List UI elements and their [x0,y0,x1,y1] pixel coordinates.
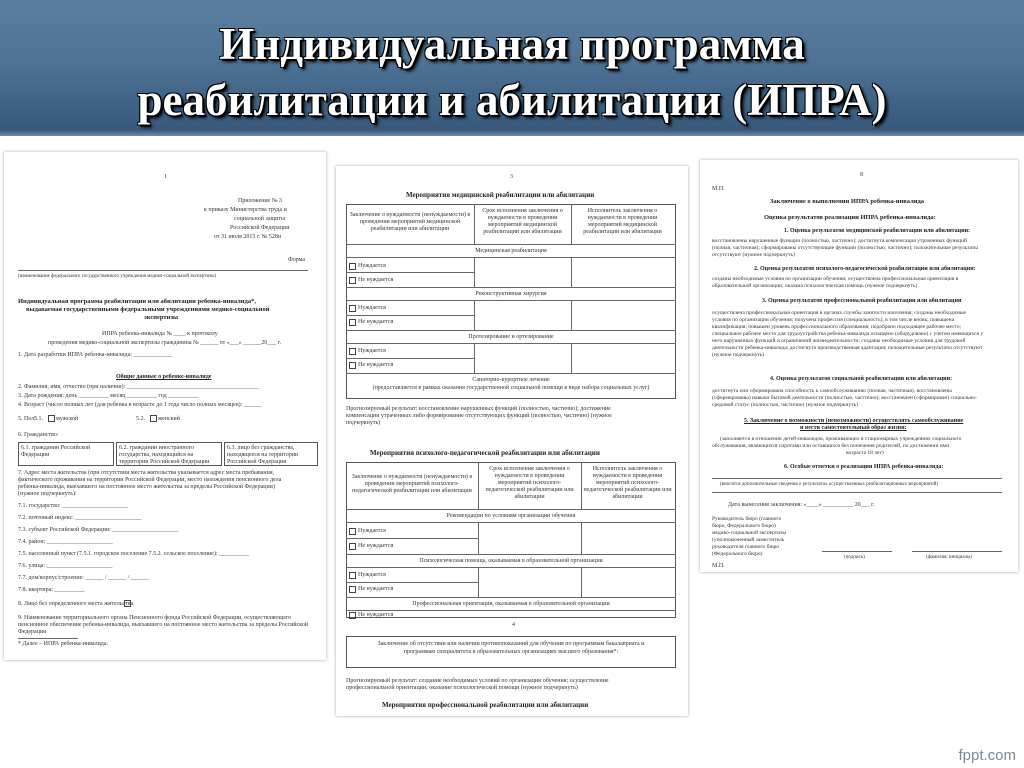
citizenship-option-1[interactable]: 6.1. гражданин Российской Федерации [18,442,114,466]
table-group-label: Рекомендации по условиям организации обучения [446,513,576,519]
section-medical-title: Мероприятия медицинской реабилитации или абилитации [406,191,595,199]
assessment-heading: 6. Особые отметки о реализации ИПРА ребенка-инвалида: [784,464,944,470]
table-group-label: Протезирование и ортезирование [468,334,554,340]
appendix-line: социальной защиты [234,216,285,222]
page-number: 1 [164,174,167,180]
slide-title-line-2: реабилитации и абилитации (ИПРА) [137,75,887,125]
conclusion-subtitle: Оценка результатов реализации ИПРА ребенка-инвалида: [764,214,936,221]
table-group-label: Санаторно-курортное лечение [472,377,550,383]
full-name-caption: (фамилия, инициалы) [926,555,973,560]
page-number: 8 [860,172,863,178]
gender-female-checkbox[interactable] [150,415,157,422]
assessment-heading: 5. Заключение о возможности (невозможности) осуществлять самообслуживание [744,418,964,424]
address-field: 7.3. субъект Российской Федерации: ______________________ [18,527,179,533]
address-field: 7.4. район: ______________________ [18,539,113,545]
no-need-checkbox[interactable] [349,277,356,284]
section-professional-title: Мероприятия профессиональной реабилитации или абилитации [382,701,589,709]
document-page-3: 8 М.П. Заключение о выполнении ИПРА ребенка-инвалида Оценка результатов реализации ИПРА ребенка-инвалида: 1. Оценка результатов медицинской реабилитации или абилитации: восстановлены нарушенные функции (полностью, частично); достигнута компенсация утраченных функций (полная, частичная); сформированы отсутствующие функции (полностью, частично); положительные результаты отсутствуют (нужное подчеркнуть) 2. Оценка результатов психолого-педагогической реабилитации или абилитации: созданы необходимые условия по организации обучения; осуществлена профессиональная ориентация в образовательной организации; оказана психологическая помощь (нужное подчеркнуть) 3. Оценка результатов профессиональной реабилитации или абилитации осуществлена профессиональная ориентация в органах службы занятости населения; созданы необходимые условия по организации обучения; получена профессия (специальность), в том числе вновь; повышена квалификация; повышен уровень профессионального образования; подобрано подходящее рабочее место; специальное рабочее место для трудоустройства ребенка-инвалида оснащено (оборудовано) с учетом имеющихся у него нарушенных функций и ограничений жизнедеятельности; созданы необходимые условия для трудовой деятельности ребенка-инвалида; достигнута производственная адаптация; положительные результаты отсутствуют (нужное подчеркнуть) 4. Оценка результатов социальной реабилитации или абилитации: достигнута или сформирована способность к самообслуживанию (полная, частичная), восстановлены (сформированы) навыки бытовой деятельности (полностью, частично); восстановлен (сформирован) социально- средовой статус (полностью, частично) (нужное подчеркнуть) 5. Заключение о возможности (невозможности) осуществлять самообслуживание и вести самостоятельный образ жизни: (заполняется в отношении детей-инвалидов, проживающих в стационарных учреждениях социального обслуживания, являющихся сиротами или оставшихся без попечения родителей, по достижении ими возраста 18 лет) 6. Особые отметки о реализации ИПРА ребенка-инвалида: (вносятся дополнительные сведения о результатах осуществленных реабилитационных мероприятий) Дата вынесения заключения: «____» __________ 20___ г. Руководитель бюро (главного бюро, Федерального бюро) медико-социальной экспертизы (уполномоченный заместитель руководителя главного бюро (Федерального бюро) (подпись) (фамилия, инициалы) М.П. [700,160,1018,572]
assessment-heading: 1. Оценка результатов медицинской реабилитации или абилитации: [784,228,971,234]
item-pension-fund: 9. Наименование территориального органа Пенсионного фонда Российской Федерации, осуществляющего [18,615,292,621]
gender-male-checkbox[interactable] [48,415,55,422]
watermark: fppt.com [958,747,1016,764]
need-checkbox[interactable] [349,528,356,535]
assessment-heading: 4. Оценка результатов социальной реабилитации или абилитации: [770,376,953,382]
appendix-line: Приложение № 3 [238,198,282,204]
appendix-line: Российской Федерации [230,225,290,231]
slide-header [0,0,1024,136]
stamp-mark: М.П. [712,563,725,569]
need-checkbox[interactable] [349,305,356,312]
document-title: экспертизы [144,314,179,321]
slide-title-line-1: Индивидуальная программа [219,19,805,69]
document-page-2: 3 Мероприятия медицинской реабилитации или абилитации Заключение о нуждаемости (ненуждаемости) в проведении мероприятий медицинской реабилитации или абилитации Срок исполнения заключения о нуждаемости в проведении мероприятий медицинской реабилитации или абилитации Исполнитель заключения о нуждаемости в проведении мероприятий медицинской реабилитации или абилитации Медицинская реабилитация Нуждается Не нуждается Реконструктивная хирургия Нуждается Не нуждается Протезирование и ортезирование Нуждается Не нуждается Санаторно-курортное лечение (предоставляется в рамках оказания государственной социальной помощи в виде набора социальных услуг) Прогнозируемый результат: восстановление нарушенных функций (полностью, частично); достижение компенсации утраченных либо формирование отсутствующих функций (полностью, частично) (нужное подчеркнуть) Мероприятия психолого-педагогической реабилитации или абилитации Заключение о нуждаемости (ненуждаемости) в проведении мероприятий психолого-педагогической реабилитации или абилитации Срок исполнения заключения о нуждаемости в проведении мероприятий психолого-педагогической реабилитации или абилитации Исполнитель заключения о нуждаемости в проведении мероприятий психолого-педагогической реабилитации или абилитации Рекомендации по условиям организации обучения Нуждается Не нуждается Психологическая помощь, оказываемая в образовательной организации Нуждается Не нуждается Профессиональная ориентация, оказываемая в образовательной организации Не нуждается 4 Заключение об отсутствии или наличии противопоказаний для обучения по программам бакалавриата и программам специалитета в образовательных организациях высшего образования*: Прогнозируемый результат: создание необходимых условий по организации обучения; осуществление профессиональной ориентации; оказание психологической помощи (нужное подчеркнуть) Мероприятия профессиональной реабилитации или абилитации [336,166,688,716]
need-checkbox[interactable] [349,572,356,579]
assessment-heading: 2. Оценка результатов психолого-педагогической реабилитации или абилитации: [754,266,976,272]
table-group-note: (предоставляется в рамках оказания государственной социальной помощи в виде набора социальных услуг) [372,385,650,391]
no-need-checkbox[interactable] [349,543,356,550]
need-checkbox[interactable] [349,263,356,270]
table-header: Заключение о нуждаемости (ненуждаемости) в проведении мероприятий психолого-педагогической реабилитации или абилитации [351,474,473,494]
higher-education-box: Заключение об отсутствии или наличии противопоказаний для обучения по программам бакалавриата и программам специалитета в образовательных организациях высшего образования*: [346,636,676,668]
item-gender: 5. Пол: [18,416,36,422]
need-checkbox[interactable] [349,612,356,619]
no-need-checkbox[interactable] [349,586,356,593]
item-age: 4. Возраст (число полных лет (для ребенка в возрасте до 1 года число полных месяцев): ______ [18,402,262,408]
item-no-fixed-abode: 8. Лицо без определенного места жительства [18,601,134,607]
no-need-checkbox[interactable] [349,319,356,326]
citizenship-option-3[interactable]: 6.3. лицо без гражданства, находящееся на территории Российской Федерации [224,442,318,466]
document-page-1: 1 Приложение № 3 к приказу Министерства труда и социальной защиты Российской Федерации от 31 июля 2015 г. № 528н Форма (наименование федерального государственного учреждения медико-социальной экспертизы) Индивидуальная программа реабилитации или абилитации ребенка-инвалида*, выдаваемая государственными федеральными учреждениями медико-социальной экспертизы ИПРА ребенка-инвалида № ____ к протоколу проведения медико-социальной экспертизы гражданина № ______ от «___» ______20___ г. 1. Дата разработки ИПРА ребенка-инвалида: _____________ Общие данные о ребенке-инвалиде 2. Фамилия, имя, отчество (при наличии): ____________________________________________ 3. Дата рождения: день __________ месяц __________ год __________ 4. Возраст (число полных лет (для ребенка в возрасте до 1 года число полных месяцев): ______ 5. Пол: 5.1. мужской 5.2. женский 6. Гражданство: 6.1. гражданин Российской Федерации 6.2. гражданин иностранного государства, находящийся на территории Российской Федерации 6.3. лицо без гражданства, находящееся на территории Российской Федерации 7. Адрес места жительства (при отсутствии места жительства указывается адрес места пребывания, фактического проживания на территории Российской Федерации, место нахождения пенсионного дела ребенка-инвалида, выехавшего на постоянное место жительства за пределы Российской Федерации) (нужное подчеркнуть): 7.1. государство: ______________________ 7.2. почтовый индекс: ______________________ 7.3. субъект Российской Федерации: ______________________ 7.4. район: ______________________ 7.5. населенный пункт (7.5.1. городское поселение 7.5.2. сельское поселение): __________ 7.6. улица: ______________________ 7.7. дом/корпус/строение: ______ / ______ / ______ 7.8. квартира: __________ 8. Лицо без определенного места жительства 9. Наименование территориального органа Пенсионного фонда Российской Федерации, осуществляющего пенсионное обеспечение ребенка-инвалида, выехавшего на постоянное место жительства за пределы Российской Федерации * Далее – ИПРА ребенка-инвалида. [4,152,326,660]
stamp-mark: М.П. [712,186,725,192]
table-header: Исполнитель заключения о нуждаемости в проведении мероприятий психолого-педагогической реабилитации или абилитации [583,466,672,500]
predicted-result: Прогнозируемый результат: создание необходимых условий по организации обучения; осуществление [346,678,609,684]
predicted-result: Прогнозируемый результат: восстановление нарушенных функций (полностью, частично); достижение [346,406,611,412]
item-birth-date: 3. Дата рождения: день __________ месяц __________ год __________ [18,393,199,399]
form-label: Форма [288,257,306,263]
assessment-heading: 3. Оценка результатов профессиональной реабилитации или абилитации [762,298,962,304]
table-header: Срок исполнения заключения о нуждаемости в проведении мероприятий психолого-педагогической реабилитации или абилитации [485,466,574,500]
address-field: 7.1. государство: ______________________ [18,503,129,509]
address-field: 7.6. улица: ______________________ [18,563,113,569]
no-fixed-abode-checkbox[interactable] [124,600,131,607]
address-field: 7.7. дом/корпус/строение: ______ / ______ / ______ [18,575,149,581]
table-header: Заключение о нуждаемости (ненуждаемости) в проведении мероприятий медицинской реабилитации или абилитации [349,212,471,232]
signature-caption: (подпись) [844,555,865,560]
item-development-date: 1. Дата разработки ИПРА ребенка-инвалида: _____________ [18,352,173,358]
table-group-label: Профессиональная ориентация, оказываемая в образовательной организации [412,601,610,607]
section-general-data: Общие данные о ребенке-инвалиде [116,374,212,380]
bureau-caption: (наименование федерального государственного учреждения медико-социальной экспертизы) [18,274,217,279]
page-number: 4 [512,622,515,628]
table-header: Исполнитель заключения о нуждаемости в проведении мероприятий медицинской реабилитации или абилитации [583,208,662,235]
appendix-line: от 31 июля 2015 г. № 528н [214,234,282,240]
document-title: выдаваемая государственными федеральными учреждениями медико-социальной [26,306,270,313]
appendix-line: к приказу Министерства труда и [204,207,287,213]
bureau-head: Руководитель бюро (главного [712,516,782,522]
conclusion-title: Заключение о выполнении ИПРА ребенка-инвалида [770,198,925,205]
item-address: 7. Адрес места жительства (при отсутствии места жительства указывается адрес места пребывания, [18,470,275,476]
address-field: 7.2. почтовый индекс: ______________________ [18,515,142,521]
need-checkbox[interactable] [349,348,356,355]
address-field: 7.5. населенный пункт (7.5.1. городское поселение 7.5.2. сельское поселение): __________ [18,551,249,557]
no-need-checkbox[interactable] [349,362,356,369]
table-group-label: Реконструктивная хирургия [475,291,547,297]
ipra-number: ИПРА ребенка-инвалида № ____ к протоколу [102,331,218,337]
document-title: Индивидуальная программа реабилитации или абилитации ребенка-инвалида*, [18,298,256,305]
issue-date: Дата вынесения заключения: «____» __________ 20___ г. [728,502,875,508]
item-citizenship: 6. Гражданство: [18,432,59,438]
footnote: * Далее – ИПРА ребенка-инвалида. [18,641,109,647]
table-header: Срок исполнения заключения о нуждаемости в проведении мероприятий медицинской реабилитации или абилитации [482,208,563,235]
item-full-name: 2. Фамилия, имя, отчество (при наличии): ____________________________________________ [18,384,259,390]
address-field: 7.8. квартира: __________ [18,587,85,593]
section-psych-title: Мероприятия психолого-педагогической реабилитации или абилитации [370,449,600,457]
citizenship-option-2[interactable]: 6.2. гражданин иностранного государства, находящийся на территории Российской Федерации [116,442,222,466]
page-number: 3 [510,174,513,180]
table-group-label: Психологическая помощь, оказываемая в образовательной организации [419,558,603,564]
table-group-label: Медицинская реабилитация [475,248,547,254]
protocol-line: проведения медико-социальной экспертизы гражданина № ______ от «___» ______20___ г. [48,340,282,346]
